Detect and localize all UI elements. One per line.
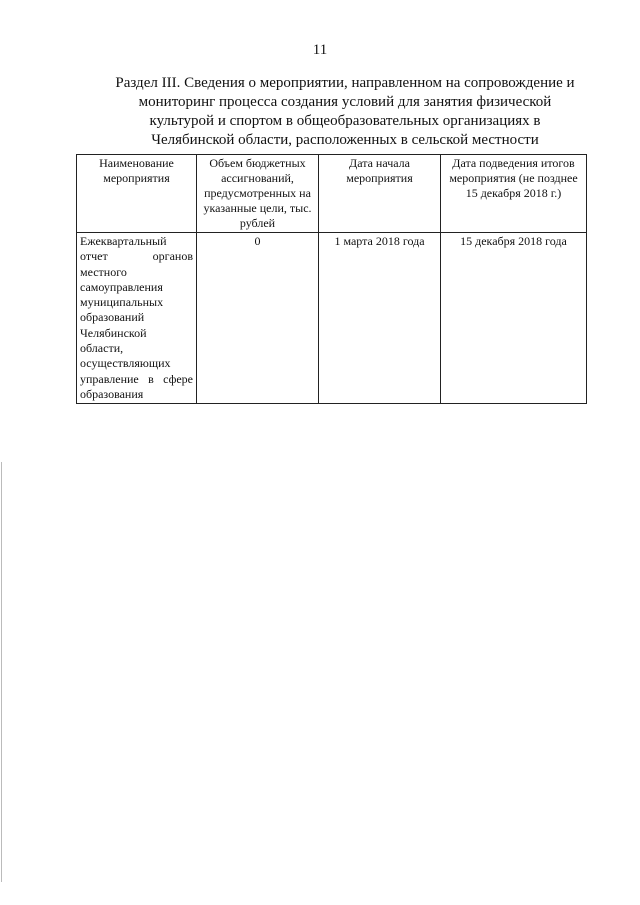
event-name-line: муниципальных: [80, 295, 164, 310]
header-start-date: Дата начала мероприятия: [319, 155, 441, 233]
event-name-line: Ежеквартальный: [80, 234, 167, 248]
section-title-line: культурой и спортом в общеобразовательных организациях в: [149, 113, 541, 129]
header-end-date: Дата подведения итогов мероприятия (не позднее 15 декабря 2018 г.): [441, 155, 587, 233]
cell-start-date: 1 марта 2018 года: [319, 233, 441, 404]
cell-budget: 0: [197, 233, 319, 404]
measures-table: [76, 154, 587, 404]
event-name-line: управление в сфере: [80, 371, 193, 386]
header-event-name: Наименование мероприятия: [77, 155, 197, 233]
event-name-line: осуществляющих: [80, 356, 171, 371]
event-name-line: Челябинской: [80, 325, 147, 340]
table-row: [77, 233, 587, 404]
event-name-line: области,: [80, 341, 124, 356]
event-name-line: отчет органов: [80, 249, 193, 264]
header-budget: Объем бюджетных ассигнований, предусмотренных на указанные цели, тыс. рублей: [197, 155, 319, 233]
event-name-line: образований: [80, 310, 145, 325]
section-title-line: мониторинг процесса создания условий для занятия физической: [138, 94, 552, 110]
page-number: 11: [312, 42, 328, 58]
cell-end-date: 15 декабря 2018 года: [441, 233, 587, 404]
section-title: [95, 74, 595, 150]
cell-event-name: [77, 233, 197, 404]
event-name-line: образования: [80, 386, 144, 401]
scan-margin-line: [1, 462, 2, 882]
table-header-row: [77, 155, 587, 233]
section-title-line: Челябинской области, расположенных в сельской местности: [151, 132, 539, 148]
event-name-line: местного: [80, 264, 127, 279]
event-name-line: самоуправления: [80, 279, 163, 294]
section-title-line: Раздел III. Сведения о мероприятии, направленном на сопровождение и: [115, 75, 575, 91]
